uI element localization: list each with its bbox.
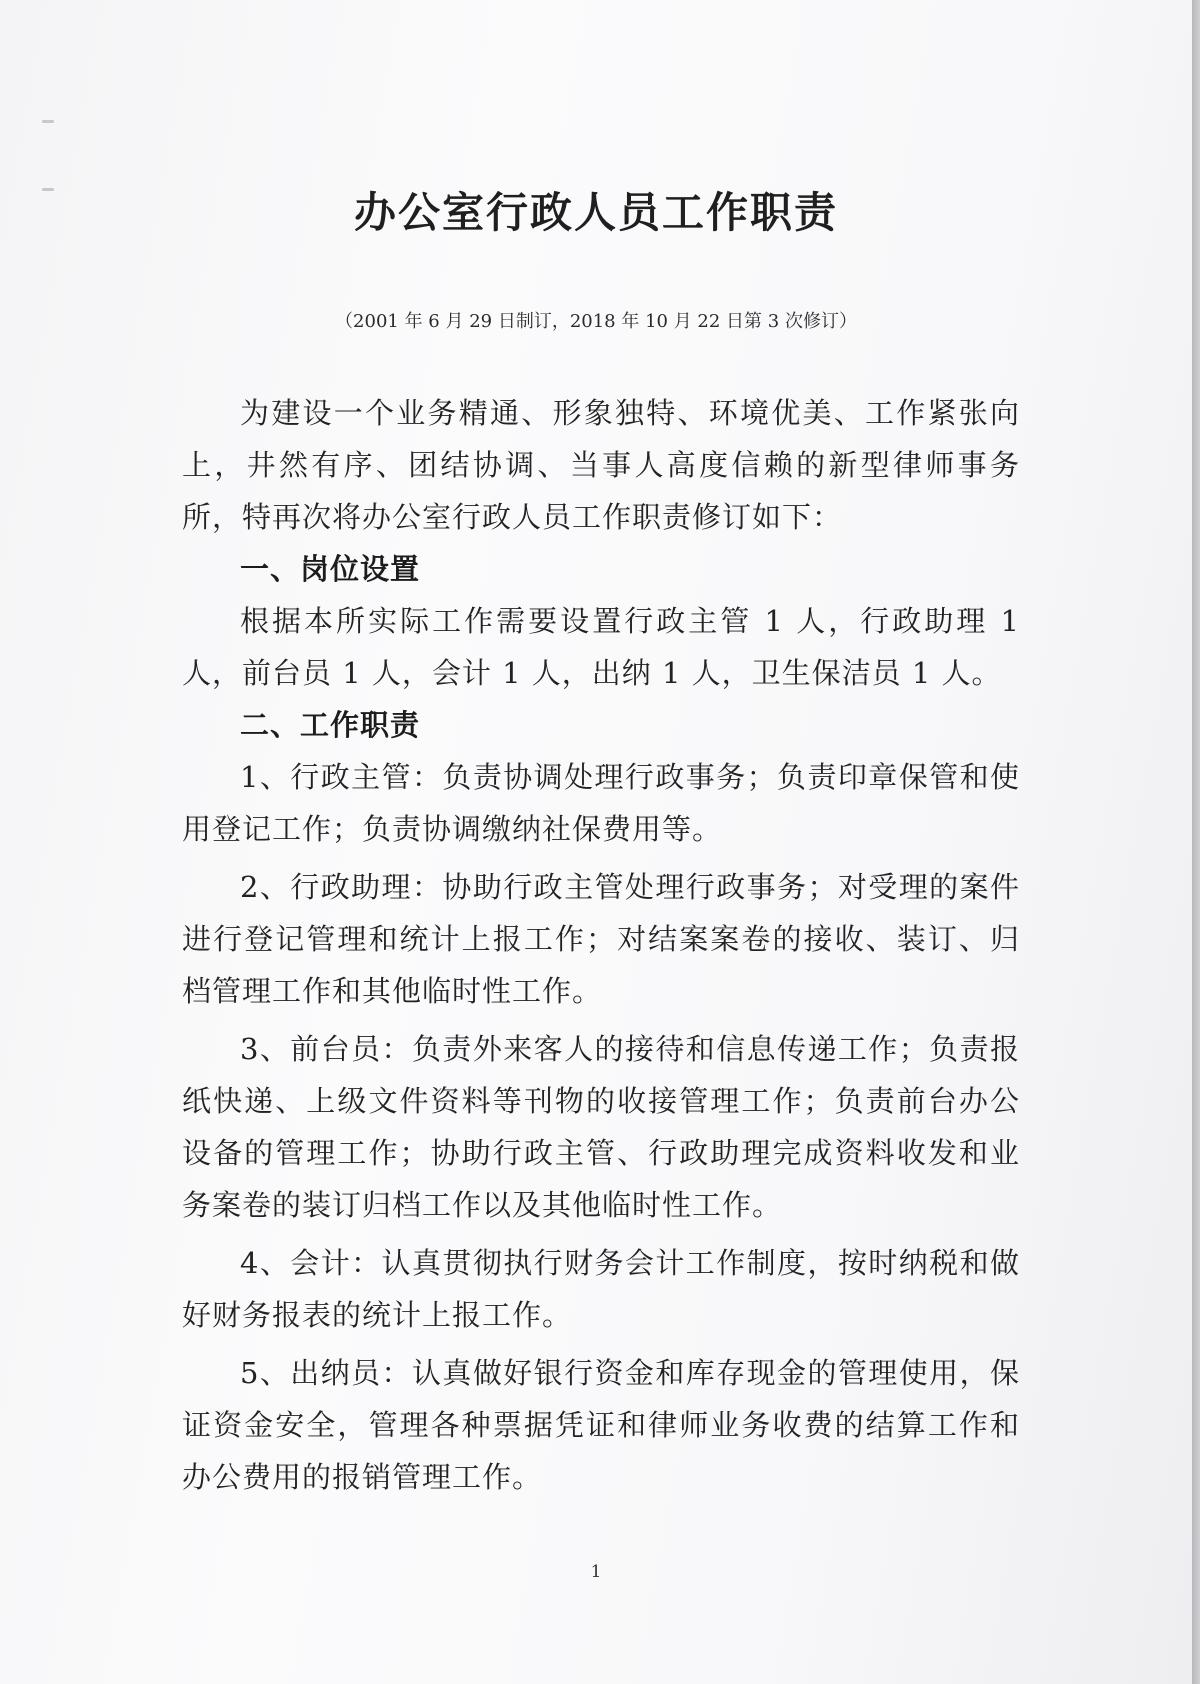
document-body (182, 387, 1020, 1503)
duty-item-accountant: 4、会计：认真贯彻执行财务会计工作制度，按时纳税和做好财务报表的统计上报工作。 (182, 1246, 1020, 1332)
page-title: 办公室行政人员工作职责 (353, 188, 838, 237)
page-edge-shadow (1192, 0, 1200, 1684)
revision-note: （2001 年 6 月 29 日制订，2018 年 10 月 22 日第 3 次修订） (335, 311, 857, 332)
intro-paragraph: 为建设一个业务精通、形象独特、环境优美、工作紧张向上，井然有序、团结协调、当事人高度信赖的新型律师事务所，特再次将办公室行政人员工作职责修订如下： (182, 396, 1020, 534)
page-number: 1 (590, 1562, 602, 1582)
paper-mark (42, 120, 54, 123)
positions-paragraph: 根据本所实际工作需要设置行政主管 1 人，行政助理 1 人，前台员 1 人，会计 1 人，出纳 1 人，卫生保洁员 1 人。 (182, 604, 1020, 690)
section-heading-positions: 一、岗位设置 (240, 552, 421, 586)
duty-item-cashier: 5、出纳员：认真做好银行资金和库存现金的管理使用，保证资金安全，管理各种票据凭证和律师业务收费的结算工作和办公费用的报销管理工作。 (182, 1356, 1020, 1494)
duty-item-admin-supervisor: 1、行政主管：负责协调处理行政事务；负责印章保管和使用登记工作；负责协调缴纳社保费用等。 (182, 760, 1020, 846)
duty-item-receptionist: 3、前台员：负责外来客人的接待和信息传递工作；负责报纸快递、上级文件资料等刊物的收接管理工作；负责前台办公设备的管理工作；协助行政主管、行政助理完成资料收发和业务案卷的装订归档工作以及其他临时性工作。 (182, 1032, 1020, 1222)
section-heading-duties: 二、工作职责 (240, 708, 421, 742)
duty-item-admin-assistant: 2、行政助理：协助行政主管处理行政事务；对受理的案件进行登记管理和统计上报工作；对结案案卷的接收、装订、归档管理工作和其他临时性工作。 (182, 870, 1020, 1008)
